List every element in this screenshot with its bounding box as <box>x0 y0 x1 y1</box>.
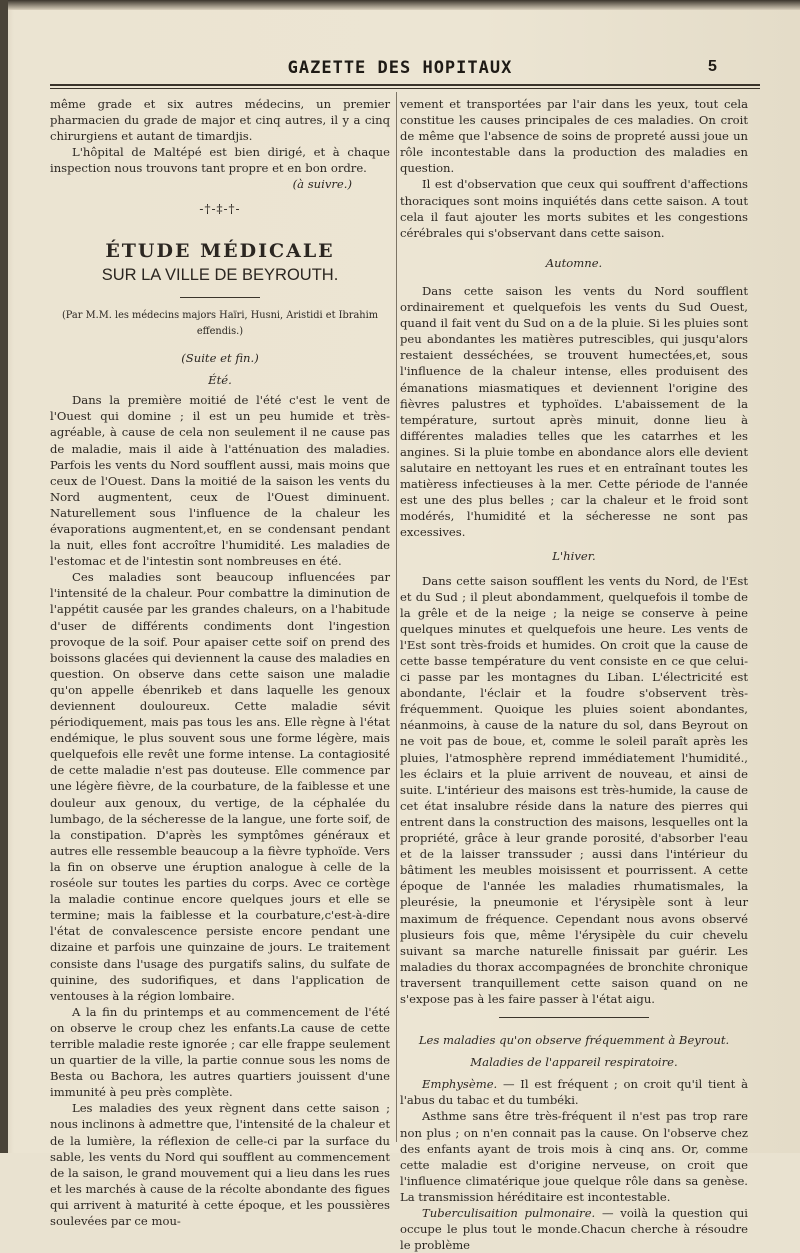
section-heading-ete: Été. <box>208 373 232 388</box>
header-rule-thin <box>50 88 760 89</box>
section-heading-respiratory: Maladies de l'appareil respiratoire. <box>470 1055 678 1070</box>
suite-note: (Suite et fin.) <box>181 351 259 366</box>
term-text: — Il est fréquent ; on croit qu'il tient à l'abus du tabac et du tumbéki. <box>400 1077 748 1108</box>
section-heading-frequent-diseases: Les maladies qu'on observe fréquemment à Beyrout. <box>418 1033 730 1048</box>
paragraph <box>400 1076 748 1108</box>
paragraph <box>400 1205 748 1253</box>
continuation-note: (à suivre.) <box>292 177 352 192</box>
right-column <box>400 96 748 1253</box>
header-rule <box>50 84 760 86</box>
term-label: Tuberculisaition pulmonaire. <box>422 1206 596 1220</box>
left-column <box>50 96 390 1229</box>
paragraph: vement et transportées par l'air dans les yeux, tout cela constitue les causes principales de ces maladies. On croit de même que l'absence de soins de propreté aussi joue un rôle incontestable dans la production des maladies en question. <box>400 97 748 176</box>
paragraph: Dans cette saison soufflent les vents du Nord, de l'Est et du Sud ; il pleut abondamment, quelquefois il tombe de la grêle et de la neige ; la neige se conserve à peine quelques minutes et quelquefois une heure. Les vents de l'Est sont très-froids et humides. On croit que la cause de cette basse température du vent consiste en ce que celui-ci passe par les montagnes du Liban. L'électricité est abondante, l'éclair et la foudre s'observent très-fréquemment. Quoique les pluies soient abondantes, néanmoins, à cause de la nature du sol, dans Beyrout on ne voit pas de boue, et, comme le soleil paraît après les pluies, l'atmosphère reprend immédiatement l'humidité., les éclairs et la pluie arrivent de nouveau, et ainsi de suite. L'intérieur des maisons est très-humide, la cause de cet état insalubre réside dans la nature des pierres qui entrent dans la construction des maisons, lesquelles ont la propriété, grâce à leur grande porosité, d'absorber l'eau et de la laisser transsuder ; aussi dans l'intérieur du bâtiment les meubles moisissent et pourrissent. A cette époque de l'année les maladies rhumatismales, la pleurésie, la pneumonie et l'érysipèle sont à leur maximum de fréquence. Cependant nous avons observé plusieurs fois que, même l'érysipèle du cuir chevelu suivant sa marche naturelle finissait par guérir. Les maladies du thorax accompagnées de bronchite chronique traversent tranquillement cette saison quand on ne s'expose pas à les faire passer à l'état aigu. <box>400 573 748 1006</box>
paragraph: Il est d'observation que ceux qui souffrent d'affections thoraciques sont moins inquiétés dans cette saison. A tout cela il faut ajouter les morts subites et les congestions cérébrales qui s'observant dans cette saison. <box>400 177 748 240</box>
paragraph: Asthme sans être très-fréquent il n'est pas trop rare non plus ; on n'en connait pas la cause. On l'observe chez des enfants ayant de trois mois à cinq ans. Or, comme cette maladie est d'origine nerveuse, on croit que l'influence climatérique joue quelque rôle dans sa genèse. La transmission héréditaire est incontestable. <box>400 1109 748 1204</box>
article-title: ÉTUDE MÉDICALE <box>105 239 335 262</box>
column-divider <box>396 92 397 1142</box>
term-text: — voilà la question qui occupe le plus tout le monde.Chacun cherche à résoudre le problème <box>400 1206 749 1253</box>
paragraph: Dans la première moitié de l'été c'est le vent de l'Ouest qui domine ; il est un peu humide et très-agréable, à cause de cela non seulement il ne cause pas de maladie, mais il aide à l'atténuation des maladies. Parfois les vents du Nord soufflent aussi, mais moins que ceux de l'Ouest. Dans la moitié de la saison les vents du Nord augmentent, ceux de l'Ouest diminuent. Naturellement sous l'influence de la chaleur les évaporations augmentent,et, en se condensant pendant la nuit, elles font accroître l'humidité. Les maladies de l'estomac et de l'intestin sont nombreuses en été. <box>50 393 390 569</box>
paragraph: Dans cette saison les vents du Nord soufflent ordinairement et quelquefois les vents du Sud Ouest, quand il fait vent du Sud on a de la pluie. Si les pluies sont peu abondantes les matières putrescibles, qui jusqu'alors restaient desséchées, se trouvent humectées,et, sous l'influence de la chaleur intense, elles produisent des émanations miasmatiques et deviennent l'origine des fièvres palustres et typhoïdes. L'abaissement de la température, surtout après minuit, donne lieu à différentes maladies telles que les catarrhes et les angines. Si la pluie tombe en abondance alors elle devient salutaire en nettoyant les rues et en entraînant toutes les matièress infectieuses à la mer. Cette période de l'année est une des plus belles ; car la chaleur et le froid sont modérés, l'humidité et la sécheresse ne sont pas excessives. <box>400 283 748 540</box>
page-number: 5 <box>708 58 717 75</box>
section-heading-hiver: L'hiver. <box>552 549 596 564</box>
paragraph: Ces maladies sont beaucoup influencées par l'intensité de la chaleur. Pour combattre la diminution de l'appétit causée par les grandes chaleurs, on a l'habitude d'user de différents condiments dont l'ingestion provoque de la soif. Pour apaiser cette soif on prend des boissons glacées qui deviennent la cause des maladies en question. On observe dans cette saison une maladie qu'on appelle ébenrikeb et dans laquelle les genoux deviennent douloureux. Cette maladie sévit périodiquement, mais pas tous les ans. Elle règne à l'état endémique, le plus souvent sous une forme légère, mais quelquefois elle revêt une forme intense. La contagiosité de cette maladie n'est pas douteuse. Elle commence par une légère fièvre, de la courbature, de la faiblesse et une douleur aux genoux, du vertige, de la céphalée du lumbago, de la sécheresse de la langue, une forte soif, de la constipation. D'après les symptômes généraux et autres elle ressemble beaucoup a la fièvre typhoïde. Vers la fin on observe une éruption analogue à celle de la roséole sur toutes les parties du corps. Avec ce cortège la maladie continue encore quelques jours et elle se termine; mais la faiblesse et la courbature,c'est-à-dire l'état de convalescence persiste encore pendant une dizaine et parfois une quinzaine de jours. Le traitement consiste dans l'usage des purgatifs salins, du sulfate de quinine, des sudorifiques, et dans l'application de ventouses à la région lombaire. <box>50 570 390 1003</box>
page-top-edge <box>0 0 800 10</box>
binding-edge <box>0 0 8 1153</box>
paragraph: A la fin du printemps et au commencement de l'été on observe le croup chez les enfants.La cause de cette terrible maladie reste ignorée ; car elle frappe seulement un quartier de la ville, la partie connue sous les noms de Besta ou Bachora, les autres quartiers jouissent d'une immunité à peu près complète. <box>50 1004 390 1100</box>
section-rule <box>499 1017 649 1018</box>
paragraph: même grade et six autres médecins, un premier pharmacien du grade de major et cinq autres, il y a cinq chirurgiens et autant de timardjis. <box>50 97 390 144</box>
article-subtitle: SUR LA VILLE DE BEYROUTH. <box>101 265 339 284</box>
ornament-divider: -†-‡-†- <box>199 201 241 216</box>
paragraph: Les maladies des yeux règnent dans cette saison ; nous inclinons à admettre que, l'intensité de la chaleur et de la lumière, la réflexion de celle-ci par la surface du sable, les vents du Nord qui soufflent au commencement de la saison, le grand mouvement qui a lieu dans les rues et les marchés à cause de la récolte abondante des figues qui arrivent à maturité à cette époque, et les poussières soulevées par ce mou- <box>50 1101 390 1228</box>
masthead-title: GAZETTE DES HOPITAUX <box>287 58 513 78</box>
section-heading-automne: Automne. <box>545 255 603 270</box>
paragraph: L'hôpital de Maltépé est bien dirigé, et à chaque inspection nous trouvons tant propre et en bon ordre. <box>50 145 390 176</box>
title-rule <box>180 297 260 298</box>
article-authors: (Par M.M. les médecins majors Haïri, Husni, Aristidi et Ibrahim effendis.) <box>61 309 379 337</box>
term-label: Emphysème. <box>422 1077 498 1092</box>
